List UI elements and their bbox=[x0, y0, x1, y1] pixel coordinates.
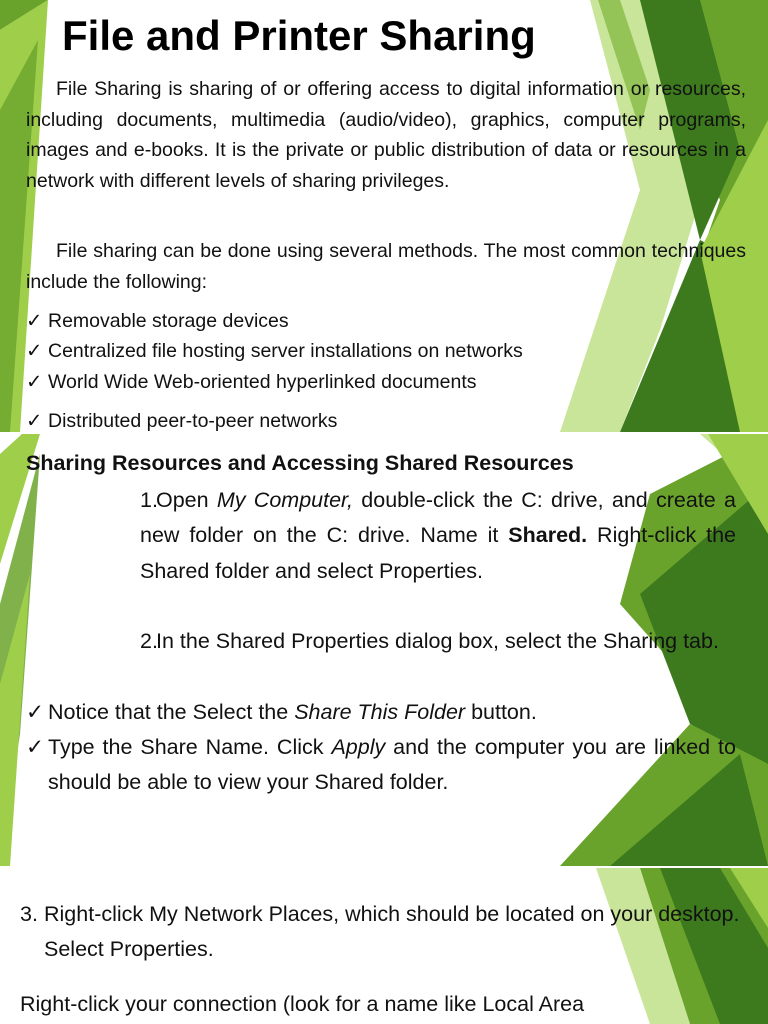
note-2: ✓ Type the Share Name. Click Apply and the computer you are linked to should be able to view your Shared folder. bbox=[26, 730, 736, 801]
step-3: 3. Right-click My Network Places, which should be located on your desktop. Select Properties. bbox=[20, 897, 764, 967]
slide-3 bbox=[0, 868, 768, 1024]
list-item: ✓ World Wide Web-oriented hyperlinked documents bbox=[26, 371, 477, 393]
check-icon: ✓ bbox=[26, 700, 45, 724]
list-item: ✓ Removable storage devices bbox=[26, 310, 289, 332]
slide-2 bbox=[0, 434, 768, 866]
check-icon: ✓ bbox=[26, 310, 43, 332]
step-number: 3. bbox=[20, 902, 38, 926]
step-1: 1.Open My Computer, double-click the C: drive, and create a new folder on the C: drive. Name it Shared. Right-click the Shared folder and select Properties. bbox=[140, 483, 736, 589]
next-paragraph: Right-click your connection (look for a name like Local Area bbox=[20, 992, 585, 1016]
list-item: ✓ Centralized file hosting server installations on networks bbox=[26, 340, 523, 362]
check-icon: ✓ bbox=[26, 371, 43, 393]
note-1: ✓ Notice that the Select the Share This Folder button. bbox=[26, 695, 736, 730]
step-number: 1. bbox=[140, 488, 158, 512]
check-icon: ✓ bbox=[26, 340, 43, 362]
section-heading: Sharing Resources and Accessing Shared Resources bbox=[26, 451, 574, 475]
intro-paragraph: File Sharing is sharing of or offering access to digital information or resources, including documents, multimedia (audio/video), graphics, computer programs, images and e-books. It is the private or public distribution of data or resources in a network with different levels of sharing privileges. bbox=[26, 78, 746, 192]
slide-1 bbox=[0, 0, 768, 432]
list-item: ✓ Distributed peer-to-peer networks bbox=[26, 410, 338, 432]
methods-intro-paragraph: File sharing can be done using several methods. The most common techniques include the following: bbox=[26, 240, 746, 293]
check-icon: ✓ bbox=[26, 410, 43, 432]
step-2: 2.In the Shared Properties dialog box, select the Sharing tab. bbox=[140, 624, 736, 659]
page-title: File and Printer Sharing bbox=[62, 12, 536, 59]
step-number: 2. bbox=[140, 629, 158, 653]
green-decoration bbox=[0, 0, 768, 432]
check-icon: ✓ bbox=[26, 735, 45, 759]
